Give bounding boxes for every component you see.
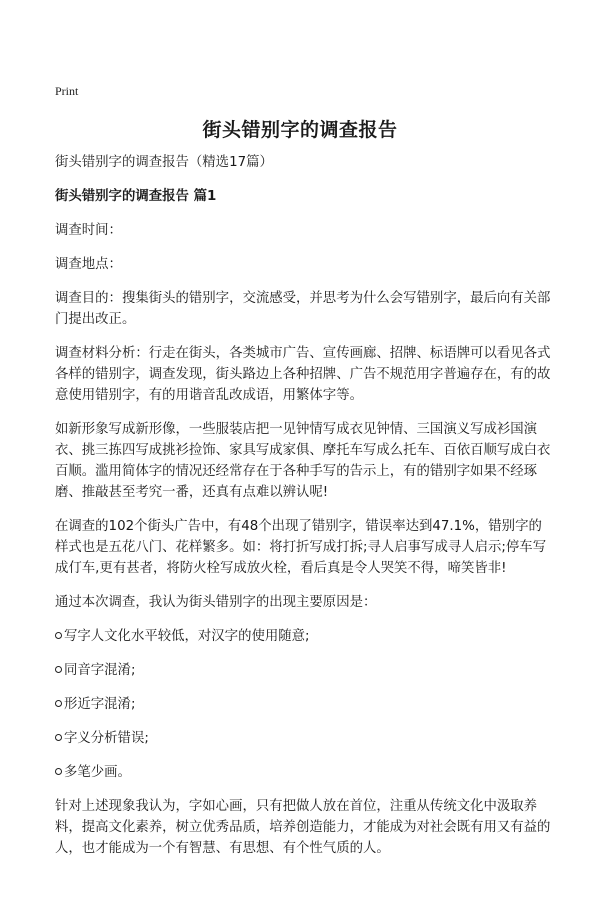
examples-paragraph: 如新形象写成新形像，一些服装店把一见钟情写成衣见钟情、三国演义写成衫国演衣、挑三拣四写成挑衫捡饰、家具写成家俱、摩托车写成么托车、百依百顺写成白衣百顺。滥用简体字的情况还经常存在于各种手写的告示上，有的错别字如果不经琢磨、推敲甚至考究一番，还真有点难以辨认呢! bbox=[55, 422, 551, 500]
circle-bullet-icon bbox=[55, 666, 62, 673]
document-body bbox=[55, 152, 555, 872]
print-label[interactable]: Print bbox=[55, 84, 79, 98]
circle-bullet-icon bbox=[55, 734, 62, 741]
reason-text: 同音字混淆; bbox=[64, 663, 136, 678]
list-item bbox=[55, 762, 555, 783]
list-item bbox=[55, 728, 555, 749]
purpose-paragraph: 调查目的：搜集街头的错别字，交流感受，并思考为什么会写错别字，最后向有关部门提出改正。 bbox=[55, 291, 551, 327]
page-title: 街头错别字的调查报告 bbox=[202, 119, 398, 141]
conclusion-paragraph: 针对上述现象我认为，字如心画，只有把做人放在首位，注重从传统文化中汲取养料，提高文化素养，树立优秀品质，培养创造能力，才能成为对社会既有用又有益的人，也才能成为一个有智慧、有思想、有个性气质的人。 bbox=[55, 799, 551, 856]
circle-bullet-icon bbox=[55, 700, 62, 707]
survey-place-label: 调查地点： bbox=[55, 257, 122, 272]
reason-text: 形近字混淆; bbox=[64, 697, 136, 712]
circle-bullet-icon bbox=[55, 768, 62, 775]
list-item bbox=[55, 660, 555, 681]
survey-time-label: 调查时间： bbox=[55, 223, 122, 238]
reason-text: 写字人文化水平较低，对汉字的使用随意; bbox=[64, 629, 310, 644]
reasons-intro-paragraph: 通过本次调查，我认为街头错别字的出现主要原因是： bbox=[55, 595, 377, 610]
statistics-paragraph: 在调查的102个街头广告中，有48个出现了错别字，错误率达到47.1%，错别字的样式也是五花八门、花样繁多。如：将打折写成打拆;寻人启事写成寻人启示;停车写成仃车,更有甚者，将防火栓写成放火栓，看后真是令人哭笑不得，啼笑皆非! bbox=[55, 519, 547, 576]
reason-text: 字义分析错误; bbox=[64, 731, 149, 746]
analysis-paragraph: 调查材料分析：行走在街头，各类城市广告、宣传画廊、招牌、标语牌可以看见各式各样的错别字，调查发现，街头路边上各种招牌、广告不规范用字普遍存在，有的故意使用错别字，有的用谐音乱改成语，用繁体字等。 bbox=[55, 346, 551, 403]
list-item bbox=[55, 694, 555, 715]
list-item bbox=[55, 626, 555, 647]
circle-bullet-icon bbox=[55, 632, 62, 639]
section-heading: 街头错别字的调查报告 篇1 bbox=[55, 189, 217, 204]
document-subtitle: 街头错别字的调查报告（精选17篇） bbox=[55, 155, 273, 170]
reason-text: 多笔少画。 bbox=[64, 765, 131, 780]
